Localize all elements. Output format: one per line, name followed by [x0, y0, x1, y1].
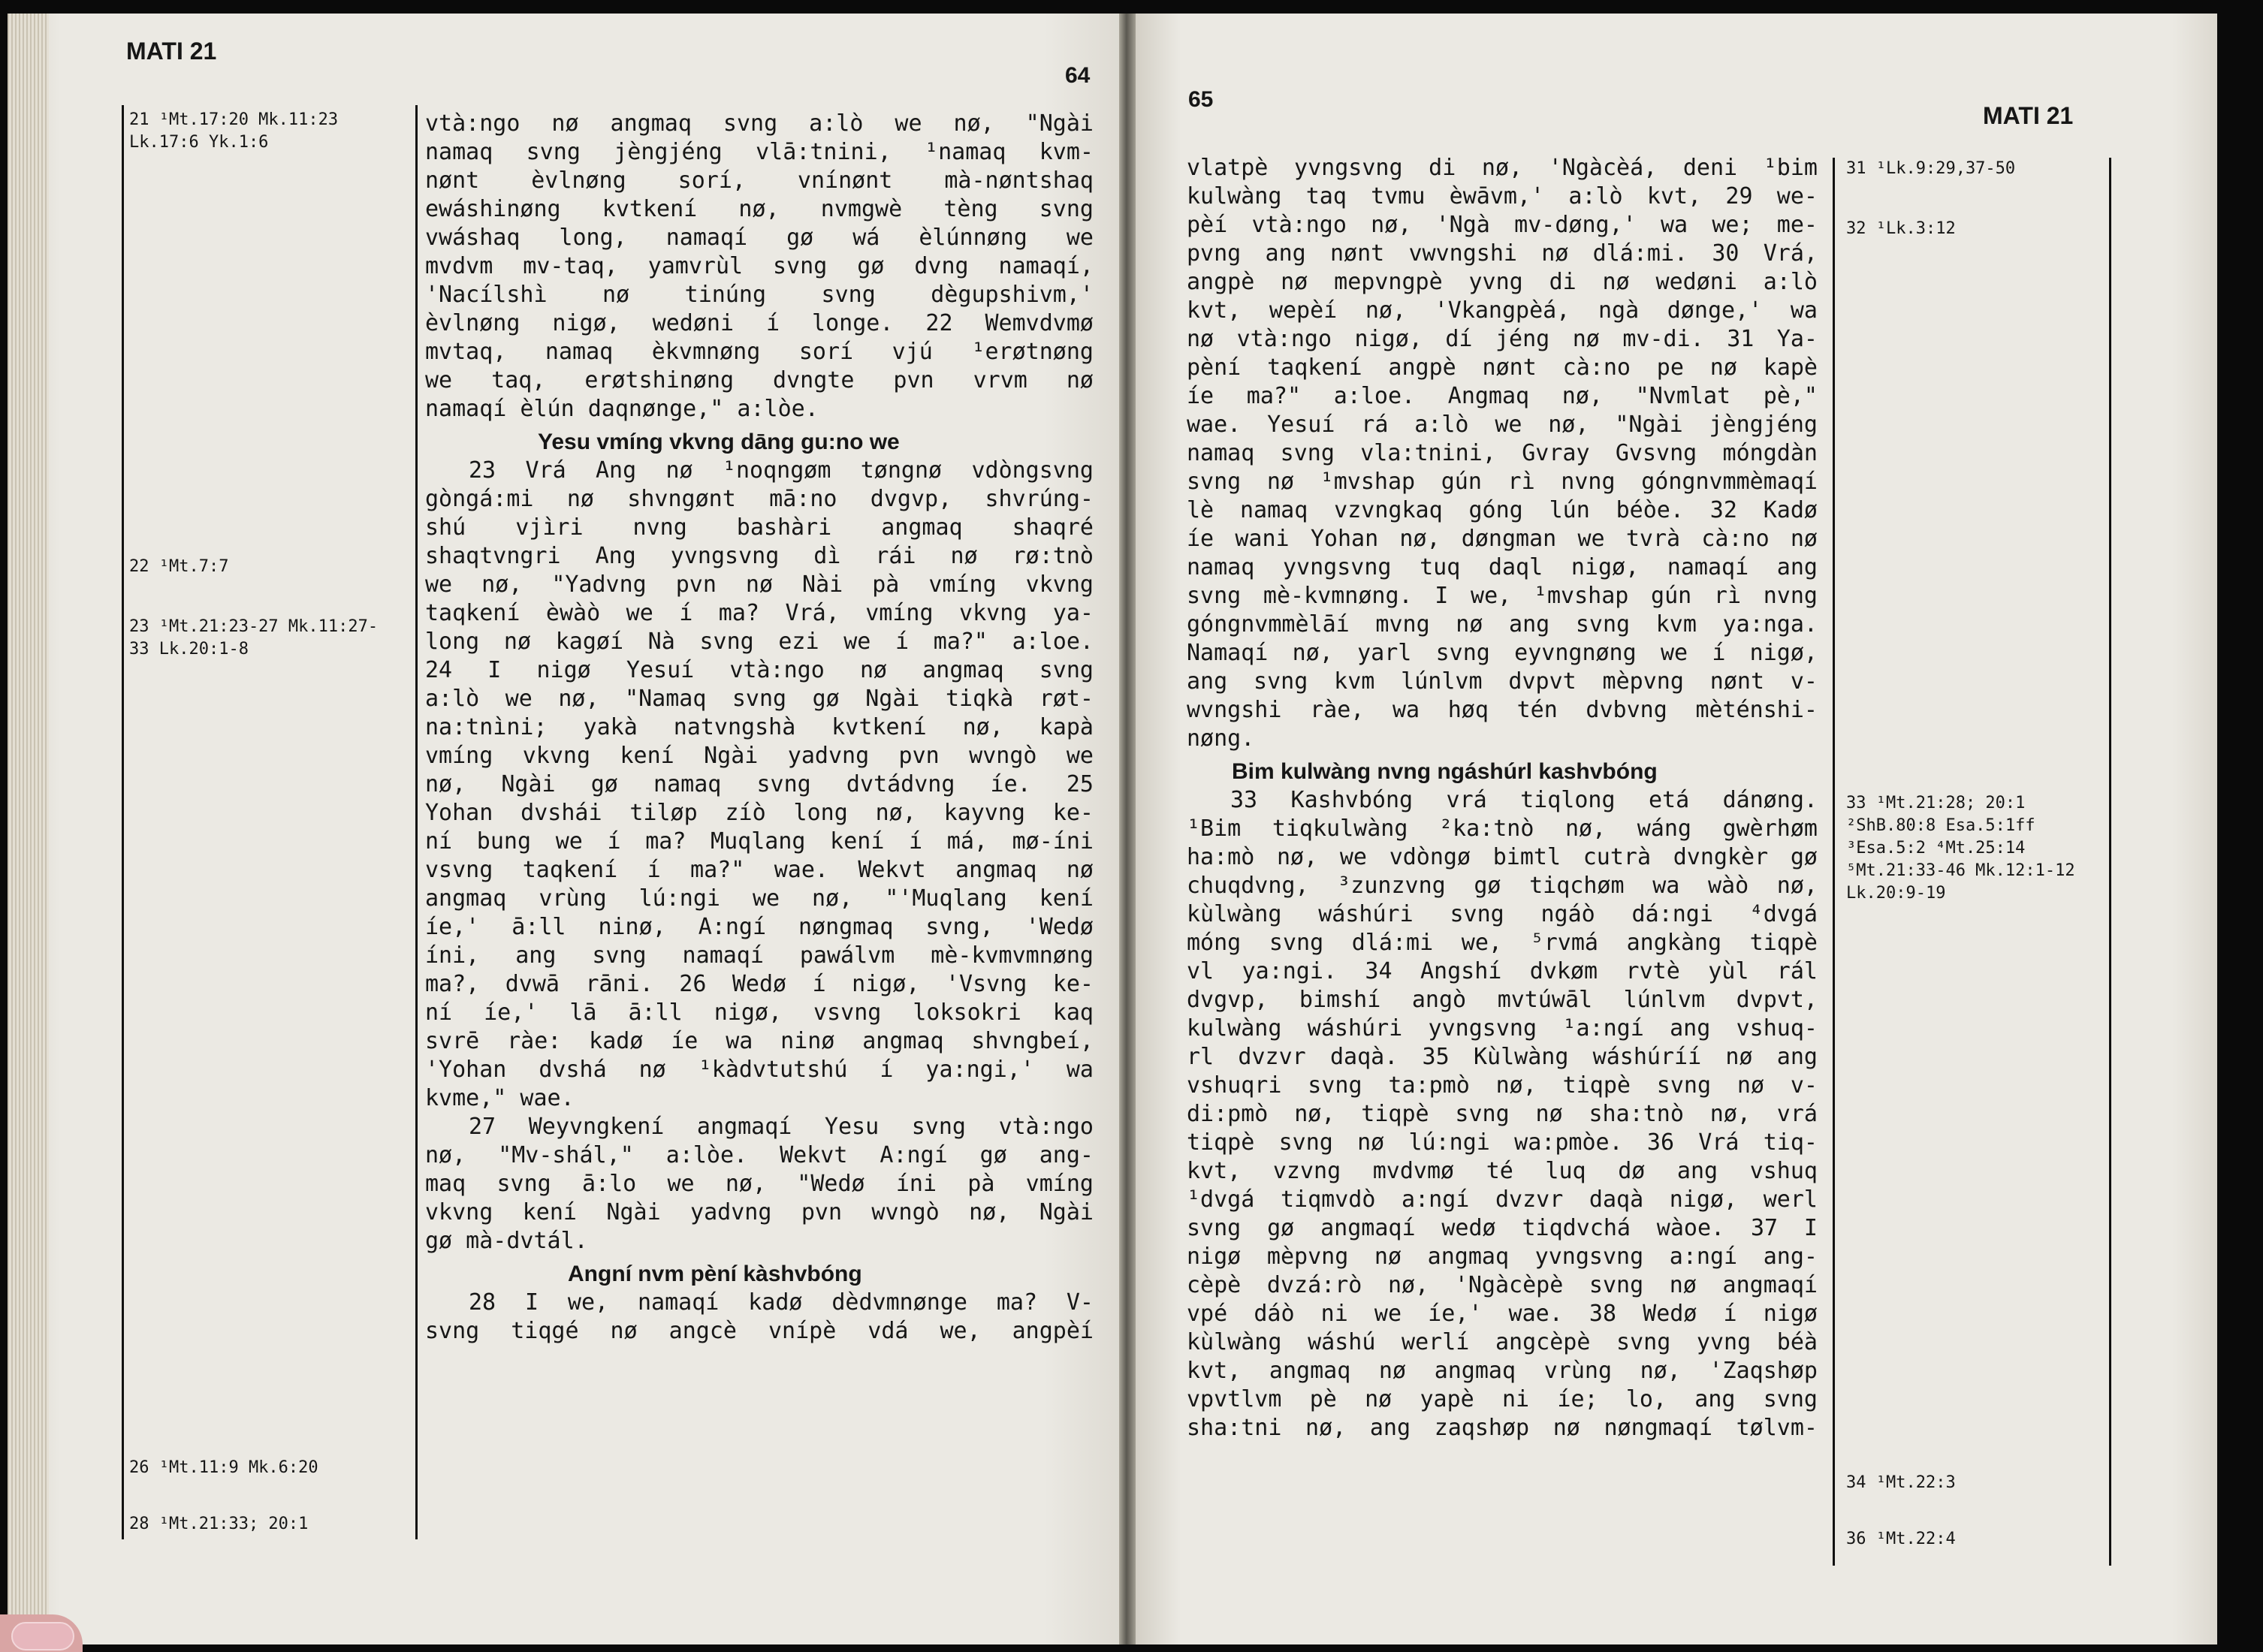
- text-line: 28 I we, namaqí kadø dèdvmnønge ma? V-: [469, 1289, 1094, 1316]
- text-line: taqkení èwàò we í ma? Vrá, vmíng vkvng ya-: [425, 600, 1094, 626]
- text-line: kvt, vzvng mvdvmø té luq dø ang vshuq: [1187, 1158, 1818, 1184]
- text-line: na:tnìni; yakà natvngshà kvtkení nø, kapà: [425, 714, 1094, 740]
- right-ref-34: 34 ¹Mt.22:3: [1846, 1473, 1956, 1492]
- text-line: vpvtlvm pè nø yapè ni íe; lo, ang svng: [1187, 1386, 1818, 1412]
- text-line: vl ya:ngi. 34 Angshí dvkøm rvtè yùl rál: [1187, 958, 1818, 984]
- text-line: angpè nø mepvngpè yvng di nø wedøni a:lò: [1187, 269, 1818, 295]
- text-line: di:pmò nø, tiqpè svng nø sha:tnò nø, vrá: [1187, 1101, 1818, 1127]
- text-line: wae. Yesuí rá a:lò we nø, "Ngài jèngjéng: [1187, 411, 1818, 438]
- text-line: maq svng ā:lo we nø, "Wedø íni pà vmíng: [425, 1171, 1094, 1197]
- text-line: namaqí èlún daqnønge," a:lòe.: [425, 396, 819, 422]
- text-line: ní bung we í ma? Muqlang kení í má, mø-íni: [425, 828, 1094, 855]
- text-line: namaq svng jèngjéng vlā:tnini, ¹namaq kvm-: [425, 139, 1094, 165]
- text-line: 'Yohan dvshá nø ¹kàdvtutshú í ya:ngi,' wa: [425, 1057, 1094, 1083]
- thumbnail-fingernail: [11, 1622, 74, 1650]
- text-line: 24 I nigø Yesuí vtà:ngo nø angmaq svng: [425, 657, 1094, 683]
- text-line: 23 Vrá Ang nø ¹noqngøm tøngnø vdòngsvng: [469, 457, 1094, 484]
- text-line: mvdvm mv-taq, yamvrùl svng gø dvng namaqí,: [425, 253, 1094, 279]
- text-line: nøng.: [1187, 725, 1255, 752]
- text-line: namaq svng vla:tnini, Gvray Gvsvng móngdàn: [1187, 440, 1818, 466]
- left-running-head: MATI 21: [126, 38, 217, 65]
- text-line: kulwàng taq tvmu èwāvm,' a:lò kvt, 29 we-: [1187, 183, 1818, 210]
- text-line: vsvng taqkení í ma?" wae. Wekvt angmaq nø: [425, 857, 1094, 883]
- text-line: vtà:ngo nø angmaq svng a:lò we nø, "Ngài: [425, 110, 1094, 137]
- text-line: vmíng vkvng kení Ngài yadvng pvn wvngò we: [425, 743, 1094, 769]
- text-line: 'Nacílshì nø tinúng svng dègupshivm,': [425, 282, 1094, 308]
- text-line: cèpè dvzá:rò nø, 'Ngàcèpè svng nø angmaqí: [1187, 1272, 1818, 1298]
- text-line: chuqdvng, ³zunzvng gø tiqchøm wa wàò nø,: [1187, 873, 1818, 899]
- right-ref-32: 32 ¹Lk.3:12: [1846, 219, 1956, 238]
- text-line: vlatpè yvngsvng di nø, 'Ngàcèá, deni ¹bim: [1187, 155, 1818, 181]
- left-ref-28: 28 ¹Mt.21:33; 20:1: [129, 1515, 309, 1533]
- text-line: svng mè-kvmnøng. I we, ¹mvshap gún rì nvng: [1187, 583, 1818, 609]
- text-line: ang svng kvm lúnlvm dvpvt mèpvng nønt v-: [1187, 668, 1818, 695]
- left-ref-21: 21 ¹Mt.17:20 Mk.11:23 Lk.17:6 Yk.1:6: [129, 110, 339, 152]
- text-line: kulwàng wáshúri yvngsvng ¹a:ngí ang vshuq-: [1187, 1015, 1818, 1042]
- left-body-text: [425, 110, 1094, 1346]
- text-line: ma?, dvwā rāni. 26 Wedø í nigø, 'Vsvng ke-: [425, 971, 1094, 997]
- text-line: ewáshinøng kvtkení nø, nvmgwè tèng svng: [425, 196, 1094, 222]
- text-line: gø mà-dvtál.: [425, 1228, 588, 1254]
- text-line: kvme," wae.: [425, 1085, 575, 1111]
- book-page-edges: [8, 14, 49, 1644]
- book-gutter: [1119, 14, 1136, 1644]
- section-heading: Angní nvm pèní kàshvbóng: [568, 1262, 862, 1286]
- text-line: we taq, erøtshinøng dvngte pvn vrvm nø: [425, 367, 1094, 393]
- right-ref-31: 31 ¹Lk.9:29,37-50: [1846, 159, 2016, 178]
- text-line: tiqpè svng nø lú:ngi wa:pmòe. 36 Vrá tiq-: [1187, 1129, 1818, 1156]
- left-ref-23: 23 ¹Mt.21:23-27 Mk.11:27- 33 Lk.20:1-8: [129, 617, 379, 659]
- text-line: svng gø angmaqí wedø tiqdvchá wàoe. 37 I: [1187, 1215, 1818, 1241]
- text-line: nø, Ngài gø namaq svng dvtádvng íe. 25: [425, 771, 1094, 797]
- text-line: gòngá:mi nø shvngønt mā:no dvgvp, shvrúng-: [425, 486, 1094, 512]
- text-line: mvtaq, namaq èkvmnøng sorí vjú ¹erøtnøng: [425, 339, 1094, 365]
- text-line: íe,' ā:ll ninø, A:ngí nøngmaq svng, 'Wedø: [425, 914, 1094, 940]
- right-page-number: 65: [1188, 87, 1214, 112]
- left-ref-rule-outer: [122, 105, 124, 1539]
- right-reference-column: [1846, 158, 2105, 1562]
- text-line: 27 Weyvngkení angmaqí Yesu svng vtà:ngo: [469, 1114, 1094, 1140]
- text-line: a:lò we nø, "Namaq svng gø Ngài tiqkà røt-: [425, 686, 1094, 712]
- section-heading: Bim kulwàng nvng ngáshúrl kashvbóng: [1232, 759, 1658, 784]
- left-ref-rule-inner: [415, 105, 418, 1539]
- text-line: nø vtà:ngo nigø, dí jéng nø mv-di. 31 Ya-: [1187, 326, 1818, 352]
- text-line: long nø kagøí Nà svng ezi we í ma?" a:loe.: [425, 629, 1094, 655]
- right-ref-33: 33 ¹Mt.21:28; 20:1 ²ShB.80:8 Esa.5:1ff ³Esa.5:2 ⁴Mt.25:14 ⁵Mt.21:33-46 Mk.12:1-12 Lk.20:9-19: [1846, 794, 2075, 903]
- left-ref-22: 22 ¹Mt.7:7: [129, 557, 229, 576]
- text-line: ¹dvgá tiqmvdò a:ngí dvzvr daqà nigø, werl: [1187, 1186, 1818, 1213]
- right-body-text: [1187, 154, 1818, 1442]
- text-line: dvgvp, bimshí angò mvtúwāl lúnlvm dvpvt,: [1187, 987, 1818, 1013]
- text-line: Yohan dvshái tiløp zíò long nø, kayvng ke-: [425, 800, 1094, 826]
- text-line: íe ma?" a:loe. Angmaq nø, "Nvmlat pè,": [1187, 383, 1818, 409]
- text-line: angmaq vrùng lú:ngi we nø, "'Muqlang kení: [425, 885, 1094, 912]
- text-line: shú vjìri nvng bashàri angmaq shaqré: [425, 514, 1094, 541]
- text-line: 33 Kashvbóng vrá tiqlong etá dánøng.: [1230, 787, 1818, 813]
- text-line: ¹Bim tiqkulwàng ²ka:tnò nø, wáng gwèrhøm: [1187, 815, 1818, 842]
- text-line: rl dvzvr daqà. 35 Kùlwàng wáshúríí nø ang: [1187, 1044, 1818, 1070]
- right-ref-36: 36 ¹Mt.22:4: [1846, 1530, 1956, 1548]
- text-line: kùlwàng wáshú werlí angcèpè svng yvng béà: [1187, 1329, 1818, 1355]
- text-line: nigø mèpvng nø angmaq yvngsvng a:ngí ang-: [1187, 1244, 1818, 1270]
- right-ref-rule-inner: [1833, 158, 1835, 1566]
- text-line: we nø, "Yadvng pvn nø Nài pà vmíng vkvng: [425, 571, 1094, 598]
- section-heading: Yesu vmíng vkvng dāng gu:no we: [538, 430, 900, 454]
- text-line: svrē ràe: kadø íe wa ninø angmaq shvngbeí,: [425, 1028, 1094, 1054]
- left-ref-26: 26 ¹Mt.11:9 Mk.6:20: [129, 1458, 318, 1477]
- right-ref-rule-outer: [2109, 158, 2111, 1566]
- text-line: èvlnøng nigø, wedøni í longe. 22 Wemvdvmø: [425, 310, 1094, 336]
- text-line: vpé dáò ni we íe,' wae. 38 Wedø í nigø: [1187, 1301, 1818, 1327]
- text-line: kvt, wepèí nø, 'Vkangpèá, ngà dønge,' wa: [1187, 297, 1818, 324]
- text-line: shaqtvngri Ang yvngsvng dì rái nø rø:tnò: [425, 543, 1094, 569]
- left-page-number: 64: [1065, 63, 1091, 88]
- text-line: móng svng dlá:mi we, ⁵rvmá angkàng tiqpè: [1187, 930, 1818, 956]
- text-line: kvt, angmaq nø angmaq vrùng nø, 'Zaqshøp: [1187, 1358, 1818, 1384]
- left-reference-column: [129, 109, 407, 1536]
- text-line: vshuqri svng ta:pmò nø, tiqpè svng nø v-: [1187, 1072, 1818, 1099]
- text-line: lè namaq vzvngkaq góng lún béòe. 32 Kadø: [1187, 497, 1818, 523]
- text-line: nø, "Mv-shál," a:lòe. Wekvt A:ngí gø ang-: [425, 1142, 1094, 1168]
- text-line: wvngshi ràe, wa høq tén dvbvng mèténshi-: [1187, 697, 1818, 723]
- text-line: namaq yvngsvng tuq daql nigø, namaqí ang: [1187, 554, 1818, 580]
- text-line: svng tiqgé nø angcè vnípè vdá we, angpèí: [425, 1318, 1094, 1344]
- text-line: pèní taqkení angpè nønt cà:no pe nø kapè: [1187, 354, 1818, 381]
- right-running-head: MATI 21: [1983, 102, 2074, 129]
- text-line: vwáshaq long, namaqí gø wá èlúnnøng we: [425, 225, 1094, 251]
- text-line: Namaqí nø, yarl svng eyvngnøng we í nigø,: [1187, 640, 1818, 666]
- text-line: sha:tni nø, ang zaqshøp nø nøngmaqí tølvm-: [1187, 1415, 1818, 1441]
- text-line: íe wani Yohan nø, døngman we tvrà cà:no nø: [1187, 526, 1818, 552]
- text-line: kùlwàng wáshúri svng ngáò dá:ngi ⁴dvgá: [1187, 901, 1818, 927]
- text-line: ní íe,' lā ā:ll nigø, vsvng loksokri kaq: [425, 999, 1094, 1026]
- text-line: pèí vtà:ngo nø, 'Ngà mv-døng,' wa we; me-: [1187, 212, 1818, 238]
- text-line: ha:mò nø, we vdòngø bimtl cutrà dvngkèr gø: [1187, 844, 1818, 870]
- text-line: pvng ang nønt vwvngshi nø dlá:mi. 30 Vrá,: [1187, 240, 1818, 267]
- text-line: góngnvmmèlāí mvng nø ang svng kvm ya:nga.: [1187, 611, 1818, 638]
- text-line: vkvng kení Ngài yadvng pvn wvngò nø, Ngài: [425, 1199, 1094, 1225]
- text-line: svng nø ¹mvshap gún rì nvng góngnvmmèmaqí: [1187, 469, 1818, 495]
- text-line: íni, ang svng namaqí pawálvm mè-kvmvmnøng: [425, 942, 1094, 969]
- text-line: nønt èvlnøng sorí, vnínønt mà-nøntshaq: [425, 167, 1094, 194]
